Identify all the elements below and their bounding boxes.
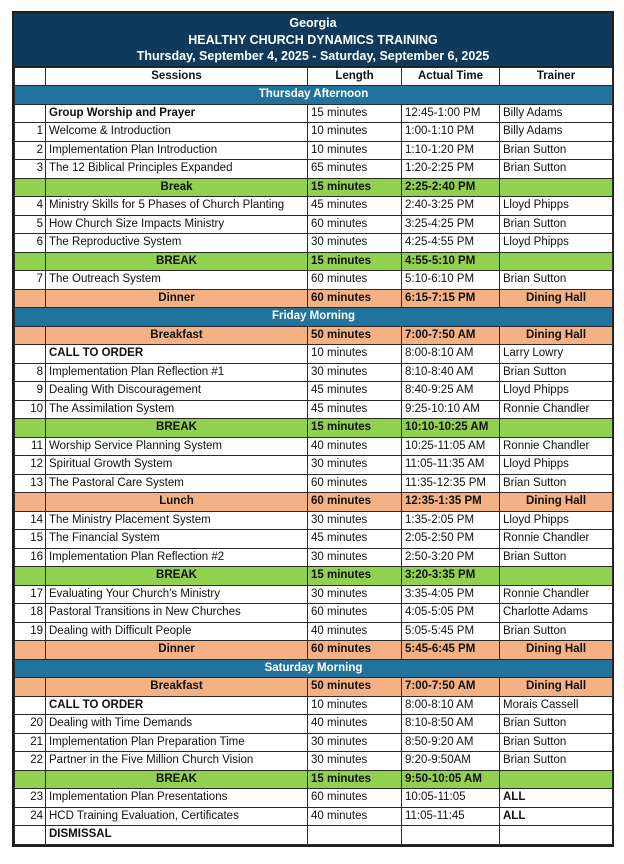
session-time: 3:25-4:25 PM [402,215,500,234]
session-name: Group Worship and Prayer [46,104,308,123]
session-name: Implementation Plan Introduction [46,141,308,160]
session-row [15,197,613,216]
session-row [15,548,613,567]
session-name: CALL TO ORDER [46,345,308,364]
session-trainer: Dining Hall [500,641,613,660]
session-number [15,345,46,364]
session-row [15,511,613,530]
meal-row [15,641,613,660]
session-row [15,604,613,623]
session-name: BREAK [46,770,308,789]
session-length: 40 minutes [308,437,402,456]
session-trainer: Ronnie Chandler [500,530,613,549]
session-length [308,826,402,845]
session-length: 30 minutes [308,585,402,604]
session-row [15,456,613,475]
session-length: 10 minutes [308,345,402,364]
session-trainer: Morais Cassell [500,696,613,715]
session-length: 30 minutes [308,234,402,253]
schedule-title [14,13,612,67]
session-trainer: Brian Sutton [500,160,613,179]
session-name: The Outreach System [46,271,308,290]
session-name: Implementation Plan Reflection #1 [46,363,308,382]
session-time: 8:50-9:20 AM [402,733,500,752]
section-header-row [15,86,613,105]
session-length: 15 minutes [308,770,402,789]
section-title: Friday Morning [15,308,613,327]
session-number [15,696,46,715]
session-trainer: Charlotte Adams [500,604,613,623]
session-row [15,215,613,234]
session-time: 1:00-1:10 PM [402,123,500,142]
session-length: 15 minutes [308,567,402,586]
session-time: 3:20-3:35 PM [402,567,500,586]
session-time: 9:25-10:10 AM [402,400,500,419]
session-row [15,104,613,123]
session-trainer: Brian Sutton [500,474,613,493]
session-length: 60 minutes [308,604,402,623]
session-length: 30 minutes [308,733,402,752]
session-name: Pastoral Transitions in New Churches [46,604,308,623]
session-time: 4:55-5:10 PM [402,252,500,271]
session-time: 5:45-6:45 PM [402,641,500,660]
session-number [15,493,46,512]
session-time: 2:50-3:20 PM [402,548,500,567]
session-length: 40 minutes [308,715,402,734]
session-length: 15 minutes [308,104,402,123]
session-name: The Assimilation System [46,400,308,419]
session-row [15,826,613,845]
session-number: 20 [15,715,46,734]
session-number [15,826,46,845]
session-time: 3:35-4:05 PM [402,585,500,604]
session-row [15,752,613,771]
session-row [15,382,613,401]
session-number: 13 [15,474,46,493]
title-dates: Thursday, September 4, 2025 - Saturday, September 6, 2025 [136,49,490,63]
session-row [15,400,613,419]
session-time: 10:25-11:05 AM [402,437,500,456]
session-number [15,678,46,697]
session-time: 5:05-5:45 PM [402,622,500,641]
section-title: Thursday Afternoon [15,86,613,105]
column-header-trainer: Trainer [500,67,613,86]
session-length: 60 minutes [308,789,402,808]
session-trainer: Brian Sutton [500,363,613,382]
session-name: HCD Training Evaluation, Certificates [46,807,308,826]
session-time: 1:35-2:05 PM [402,511,500,530]
session-number: 7 [15,271,46,290]
session-time: 11:05-11:35 AM [402,456,500,475]
session-name: BREAK [46,419,308,438]
session-trainer: Brian Sutton [500,141,613,160]
session-row [15,271,613,290]
meal-row [15,678,613,697]
session-row [15,807,613,826]
session-time: 9:20-9:50AM [402,752,500,771]
session-length: 60 minutes [308,493,402,512]
session-number: 17 [15,585,46,604]
section-title: Saturday Morning [15,659,613,678]
session-time: 2:25-2:40 PM [402,178,500,197]
session-row [15,789,613,808]
break-row [15,252,613,271]
session-trainer [500,826,613,845]
session-length: 40 minutes [308,807,402,826]
session-number: 15 [15,530,46,549]
session-time: 11:35-12:35 PM [402,474,500,493]
session-name: CALL TO ORDER [46,696,308,715]
session-name: Welcome & Introduction [46,123,308,142]
session-time: 12:35-1:35 PM [402,493,500,512]
session-row [15,474,613,493]
section-header-row [15,308,613,327]
session-time: 2:05-2:50 PM [402,530,500,549]
session-row [15,363,613,382]
schedule-body [15,67,613,844]
session-row [15,696,613,715]
session-length: 60 minutes [308,474,402,493]
session-time: 7:00-7:50 AM [402,326,500,345]
session-length: 30 minutes [308,456,402,475]
session-time: 10:10-10:25 AM [402,419,500,438]
break-row [15,419,613,438]
session-row [15,160,613,179]
session-name: The Pastoral Care System [46,474,308,493]
session-time: 4:05-5:05 PM [402,604,500,623]
session-time: 2:40-3:25 PM [402,197,500,216]
session-length: 40 minutes [308,622,402,641]
session-number: 24 [15,807,46,826]
session-number: 21 [15,733,46,752]
session-trainer: ALL [500,789,613,808]
session-row [15,622,613,641]
session-number: 3 [15,160,46,179]
session-name: Dealing with Time Demands [46,715,308,734]
session-name: Dinner [46,641,308,660]
session-number [15,770,46,789]
session-trainer: Dining Hall [500,493,613,512]
session-name: Breakfast [46,326,308,345]
session-name: DISMISSAL [46,826,308,845]
session-time: 11:05-11:45 [402,807,500,826]
session-row [15,715,613,734]
meal-row [15,493,613,512]
session-time: 6:15-7:15 PM [402,289,500,308]
session-number [15,641,46,660]
session-trainer [500,419,613,438]
session-length: 45 minutes [308,400,402,419]
session-length: 60 minutes [308,271,402,290]
session-length: 60 minutes [308,215,402,234]
session-number: 1 [15,123,46,142]
session-time: 4:25-4:55 PM [402,234,500,253]
session-trainer [500,567,613,586]
session-trainer: Billy Adams [500,104,613,123]
session-name: Worship Service Planning System [46,437,308,456]
session-name: How Church Size Impacts Ministry [46,215,308,234]
session-number: 19 [15,622,46,641]
session-number [15,289,46,308]
session-length: 60 minutes [308,289,402,308]
session-time: 8:10-8:40 AM [402,363,500,382]
meal-row [15,326,613,345]
session-trainer: Larry Lowry [500,345,613,364]
session-trainer: Lloyd Phipps [500,197,613,216]
session-time: 9:50-10:05 AM [402,770,500,789]
session-trainer: ALL [500,807,613,826]
session-length: 15 minutes [308,252,402,271]
session-trainer [500,252,613,271]
session-trainer [500,178,613,197]
session-number: 14 [15,511,46,530]
session-name: Implementation Plan Reflection #2 [46,548,308,567]
session-length: 30 minutes [308,511,402,530]
session-name: Dealing With Discouragement [46,382,308,401]
meal-row [15,289,613,308]
session-length: 30 minutes [308,363,402,382]
column-header-actual-time: Actual Time [402,67,500,86]
session-length: 60 minutes [308,641,402,660]
session-trainer: Billy Adams [500,123,613,142]
column-header-length: Length [308,67,402,86]
session-name: Implementation Plan Preparation Time [46,733,308,752]
session-trainer: Ronnie Chandler [500,437,613,456]
column-header-number [15,67,46,86]
session-number: 6 [15,234,46,253]
session-trainer: Brian Sutton [500,733,613,752]
session-number: 22 [15,752,46,771]
session-trainer: Dining Hall [500,289,613,308]
session-length: 30 minutes [308,752,402,771]
break-row [15,567,613,586]
session-time: 7:00-7:50 AM [402,678,500,697]
session-time: 1:10-1:20 PM [402,141,500,160]
session-time: 12:45-1:00 PM [402,104,500,123]
session-trainer: Brian Sutton [500,215,613,234]
session-number: 8 [15,363,46,382]
session-number [15,252,46,271]
session-trainer: Dining Hall [500,678,613,697]
break-row [15,178,613,197]
title-event: HEALTHY CHURCH DYNAMICS TRAINING [188,32,438,47]
session-length: 15 minutes [308,178,402,197]
session-length: 10 minutes [308,141,402,160]
schedule-sheet [12,11,614,847]
session-trainer: Dining Hall [500,326,613,345]
session-name: The Financial System [46,530,308,549]
session-name: Break [46,178,308,197]
session-trainer: Brian Sutton [500,715,613,734]
section-header-row [15,659,613,678]
title-location: Georgia [289,16,337,30]
session-time [402,826,500,845]
session-number: 2 [15,141,46,160]
session-name: BREAK [46,567,308,586]
session-name: Spiritual Growth System [46,456,308,475]
session-name: The 12 Biblical Principles Expanded [46,160,308,179]
session-length: 10 minutes [308,123,402,142]
session-number: 12 [15,456,46,475]
session-trainer: Ronnie Chandler [500,585,613,604]
session-time: 8:10-8:50 AM [402,715,500,734]
session-trainer: Lloyd Phipps [500,234,613,253]
session-trainer: Lloyd Phipps [500,456,613,475]
session-trainer: Brian Sutton [500,548,613,567]
session-name: BREAK [46,252,308,271]
session-name: Evaluating Your Church's Ministry [46,585,308,604]
session-name: Lunch [46,493,308,512]
column-header-sessions: Sessions [46,67,308,86]
session-trainer: Lloyd Phipps [500,511,613,530]
session-number [15,419,46,438]
session-row [15,437,613,456]
session-row [15,733,613,752]
session-number: 16 [15,548,46,567]
session-time: 8:40-9:25 AM [402,382,500,401]
session-row [15,585,613,604]
column-header-row [15,67,613,86]
session-trainer: Brian Sutton [500,271,613,290]
session-row [15,141,613,160]
session-row [15,345,613,364]
session-name: Partner in the Five Million Church Vision [46,752,308,771]
session-length: 30 minutes [308,548,402,567]
session-number: 23 [15,789,46,808]
schedule-table [14,67,613,845]
session-length: 45 minutes [308,197,402,216]
session-number [15,326,46,345]
session-trainer [500,770,613,789]
session-name: Dealing with Difficult People [46,622,308,641]
session-number: 4 [15,197,46,216]
session-number: 11 [15,437,46,456]
session-name: Implementation Plan Presentations [46,789,308,808]
session-time: 1:20-2:25 PM [402,160,500,179]
session-name: The Ministry Placement System [46,511,308,530]
session-name: Ministry Skills for 5 Phases of Church Planting [46,197,308,216]
session-trainer: Brian Sutton [500,622,613,641]
session-length: 50 minutes [308,326,402,345]
session-trainer: Ronnie Chandler [500,400,613,419]
session-number [15,104,46,123]
session-length: 15 minutes [308,419,402,438]
session-length: 65 minutes [308,160,402,179]
session-name: Dinner [46,289,308,308]
session-length: 50 minutes [308,678,402,697]
session-trainer: Brian Sutton [500,752,613,771]
session-number [15,178,46,197]
session-length: 45 minutes [308,382,402,401]
break-row [15,770,613,789]
session-length: 10 minutes [308,696,402,715]
session-row [15,530,613,549]
session-time: 8:00-8:10 AM [402,345,500,364]
session-row [15,123,613,142]
session-name: The Reproductive System [46,234,308,253]
session-number [15,567,46,586]
session-number: 5 [15,215,46,234]
session-time: 10:05-11:05 [402,789,500,808]
session-time: 8:00-8:10 AM [402,696,500,715]
session-number: 10 [15,400,46,419]
session-row [15,234,613,253]
session-time: 5:10-6:10 PM [402,271,500,290]
session-number: 18 [15,604,46,623]
session-trainer: Lloyd Phipps [500,382,613,401]
session-length: 45 minutes [308,530,402,549]
session-name: Breakfast [46,678,308,697]
session-number: 9 [15,382,46,401]
